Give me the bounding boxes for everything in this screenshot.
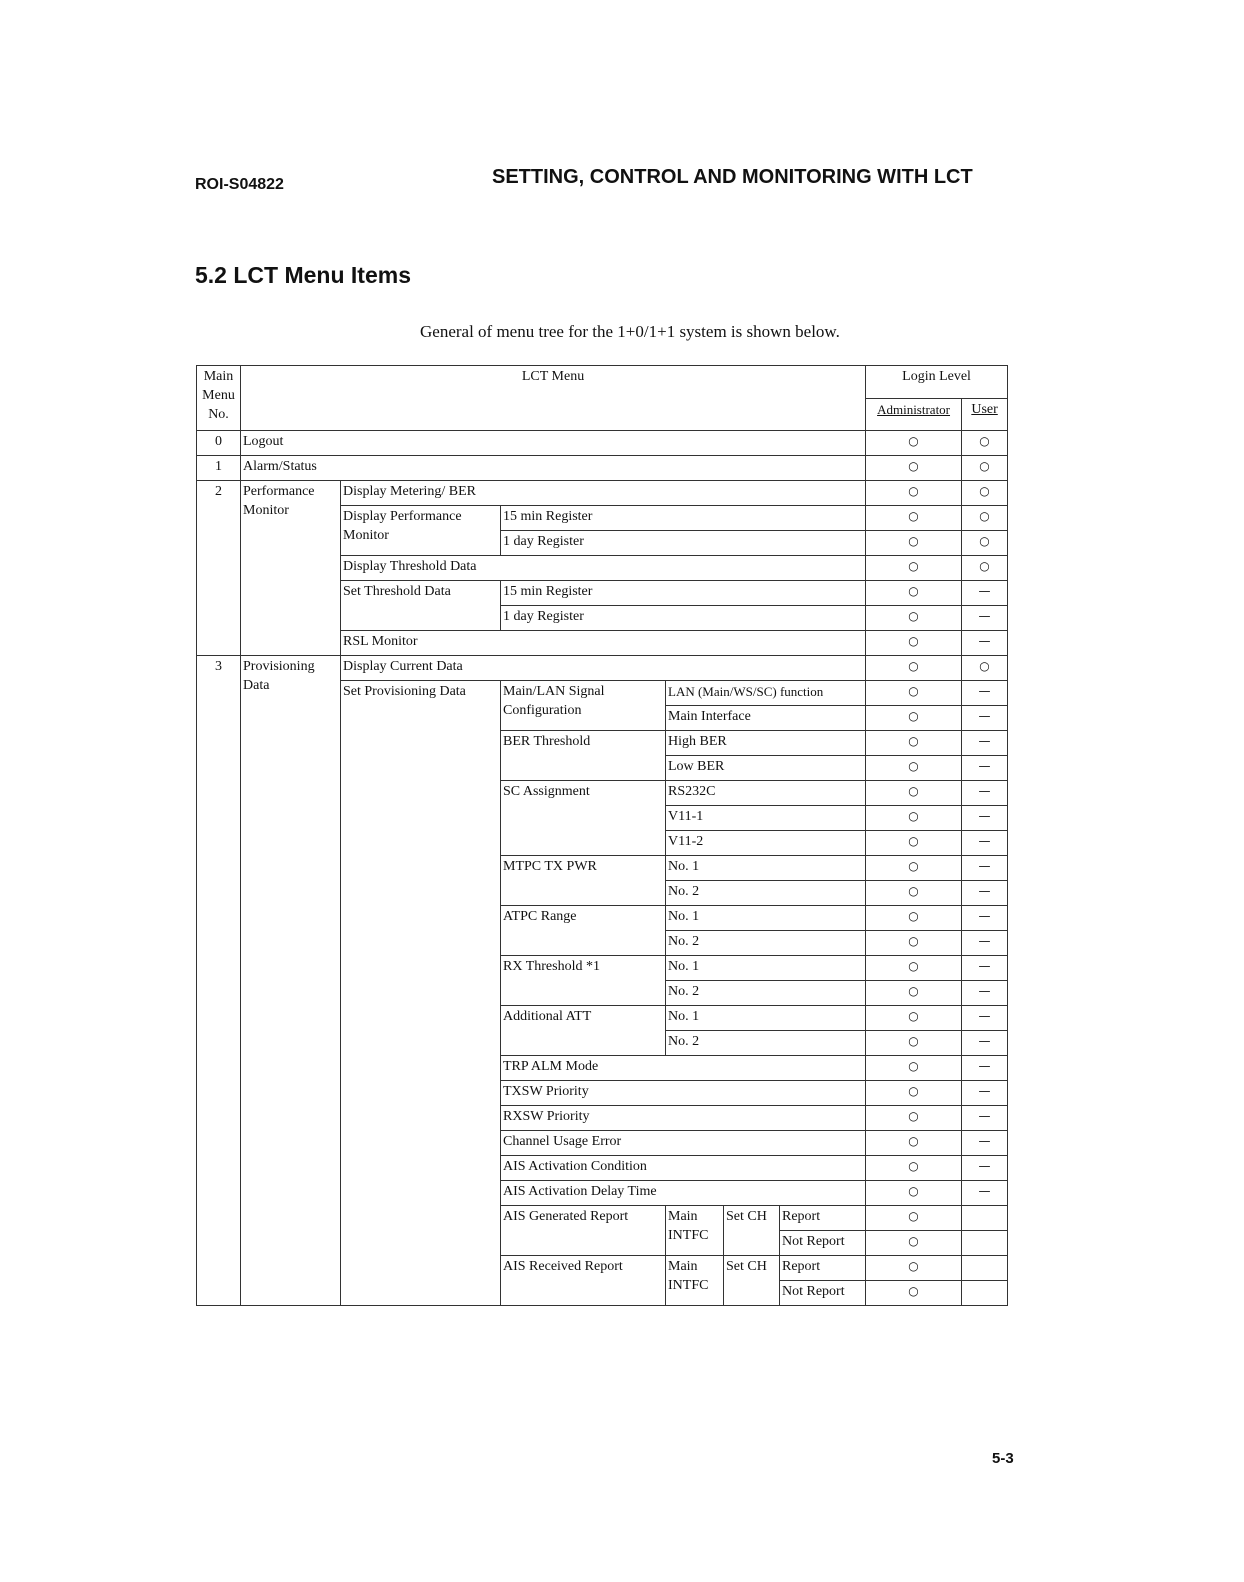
menu-item: Display Current Data xyxy=(341,656,866,681)
admin-allowed-mark: ○ xyxy=(866,1156,962,1181)
menu-item: Alarm/Status xyxy=(241,456,866,481)
admin-allowed-mark: ○ xyxy=(866,981,962,1006)
admin-allowed-mark: ○ xyxy=(866,806,962,831)
menu-item: Channel Usage Error xyxy=(501,1131,866,1156)
menu-item: Performance Monitor xyxy=(241,481,341,656)
menu-item: V11-2 xyxy=(666,831,866,856)
admin-allowed-mark: ○ xyxy=(866,731,962,756)
admin-allowed-mark: ○ xyxy=(866,1256,962,1281)
menu-item: Main INTFC xyxy=(666,1206,724,1256)
user-empty-cell xyxy=(962,1256,1008,1281)
admin-allowed-mark: ○ xyxy=(866,1206,962,1231)
header-user: User xyxy=(971,401,998,417)
menu-item: Set CH xyxy=(724,1256,780,1306)
admin-allowed-mark: ○ xyxy=(866,756,962,781)
admin-allowed-mark: ○ xyxy=(866,831,962,856)
menu-item: No. 2 xyxy=(666,931,866,956)
user-denied-mark: — xyxy=(962,706,1008,731)
menu-item: No. 2 xyxy=(666,881,866,906)
menu-number: 1 xyxy=(197,456,241,481)
menu-item: Main Interface xyxy=(666,706,866,731)
admin-allowed-mark: ○ xyxy=(866,556,962,581)
table-row xyxy=(197,456,1008,481)
menu-item: No. 1 xyxy=(666,856,866,881)
header-login-level: Login Level xyxy=(866,366,1008,399)
user-denied-mark: — xyxy=(962,606,1008,631)
menu-item: RSL Monitor xyxy=(341,631,866,656)
menu-item: AIS Activation Condition xyxy=(501,1156,866,1181)
admin-allowed-mark: ○ xyxy=(866,481,962,506)
admin-allowed-mark: ○ xyxy=(866,1031,962,1056)
admin-allowed-mark: ○ xyxy=(866,606,962,631)
user-denied-mark: — xyxy=(962,1106,1008,1131)
admin-allowed-mark: ○ xyxy=(866,1231,962,1256)
intro-text: General of menu tree for the 1+0/1+1 system is shown below. xyxy=(420,322,840,341)
user-denied-mark: — xyxy=(962,906,1008,931)
admin-allowed-mark: ○ xyxy=(866,531,962,556)
menu-item: No. 1 xyxy=(666,906,866,931)
menu-item: 1 day Register xyxy=(501,606,866,631)
user-denied-mark: — xyxy=(962,1081,1008,1106)
menu-item: Report xyxy=(780,1206,866,1231)
menu-item: Logout xyxy=(241,431,866,456)
admin-allowed-mark: ○ xyxy=(866,956,962,981)
user-denied-mark: — xyxy=(962,1131,1008,1156)
menu-item: TRP ALM Mode xyxy=(501,1056,866,1081)
user-allowed-mark: ○ xyxy=(962,431,1008,456)
user-denied-mark: — xyxy=(962,831,1008,856)
document-id: ROI-S04822 xyxy=(195,176,284,193)
admin-allowed-mark: ○ xyxy=(866,1181,962,1206)
menu-number: 0 xyxy=(197,431,241,456)
admin-allowed-mark: ○ xyxy=(866,581,962,606)
menu-number: 3 xyxy=(197,656,241,1306)
admin-allowed-mark: ○ xyxy=(866,906,962,931)
user-empty-cell xyxy=(962,1231,1008,1256)
user-allowed-mark: ○ xyxy=(962,456,1008,481)
user-denied-mark: — xyxy=(962,1156,1008,1181)
menu-item: ATPC Range xyxy=(501,906,666,956)
admin-allowed-mark: ○ xyxy=(866,1281,962,1306)
menu-item: Set Threshold Data xyxy=(341,581,501,631)
table-row xyxy=(197,656,1008,681)
header-main-menu-no: Main Menu No. xyxy=(197,366,241,431)
menu-item: Set CH xyxy=(724,1206,780,1256)
menu-item: Display Threshold Data xyxy=(341,556,866,581)
menu-item: Not Report xyxy=(780,1281,866,1306)
user-denied-mark: — xyxy=(962,681,1008,706)
menu-item: 15 min Register xyxy=(501,581,866,606)
user-allowed-mark: ○ xyxy=(962,506,1008,531)
user-denied-mark: — xyxy=(962,756,1008,781)
table-row xyxy=(197,481,1008,506)
user-denied-mark: — xyxy=(962,981,1008,1006)
admin-allowed-mark: ○ xyxy=(866,456,962,481)
user-allowed-mark: ○ xyxy=(962,481,1008,506)
admin-allowed-mark: ○ xyxy=(866,631,962,656)
user-allowed-mark: ○ xyxy=(962,656,1008,681)
page-number: 5-3 xyxy=(992,1450,1014,1467)
menu-item: MTPC TX PWR xyxy=(501,856,666,906)
user-allowed-mark: ○ xyxy=(962,556,1008,581)
header-lct-menu: LCT Menu xyxy=(241,366,866,431)
user-denied-mark: — xyxy=(962,781,1008,806)
user-denied-mark: — xyxy=(962,956,1008,981)
menu-number: 2 xyxy=(197,481,241,656)
admin-allowed-mark: ○ xyxy=(866,506,962,531)
user-allowed-mark: ○ xyxy=(962,531,1008,556)
user-empty-cell xyxy=(962,1206,1008,1231)
admin-allowed-mark: ○ xyxy=(866,706,962,731)
menu-item: 1 day Register xyxy=(501,531,866,556)
menu-item: Not Report xyxy=(780,1231,866,1256)
menu-item: Additional ATT xyxy=(501,1006,666,1056)
menu-item: LAN (Main/WS/SC) function xyxy=(666,681,866,706)
user-denied-mark: — xyxy=(962,1181,1008,1206)
menu-item: SC Assignment xyxy=(501,781,666,856)
user-denied-mark: — xyxy=(962,631,1008,656)
admin-allowed-mark: ○ xyxy=(866,856,962,881)
menu-item: RS232C xyxy=(666,781,866,806)
user-denied-mark: — xyxy=(962,581,1008,606)
menu-item: Low BER xyxy=(666,756,866,781)
menu-item: Display Metering/ BER xyxy=(341,481,866,506)
user-denied-mark: — xyxy=(962,881,1008,906)
menu-item: RX Threshold *1 xyxy=(501,956,666,1006)
menu-item: V11-1 xyxy=(666,806,866,831)
admin-allowed-mark: ○ xyxy=(866,656,962,681)
user-denied-mark: — xyxy=(962,1056,1008,1081)
menu-item: No. 1 xyxy=(666,1006,866,1031)
admin-allowed-mark: ○ xyxy=(866,681,962,706)
menu-item: 15 min Register xyxy=(501,506,866,531)
menu-item: Provisioning Data xyxy=(241,656,341,1306)
menu-item: AIS Received Report xyxy=(501,1256,666,1306)
section-title: 5.2 LCT Menu Items xyxy=(195,262,411,288)
admin-allowed-mark: ○ xyxy=(866,1131,962,1156)
user-denied-mark: — xyxy=(962,931,1008,956)
menu-item: AIS Generated Report xyxy=(501,1206,666,1256)
user-denied-mark: — xyxy=(962,1006,1008,1031)
admin-allowed-mark: ○ xyxy=(866,781,962,806)
menu-item: No. 2 xyxy=(666,981,866,1006)
admin-allowed-mark: ○ xyxy=(866,1056,962,1081)
menu-item: BER Threshold xyxy=(501,731,666,781)
user-denied-mark: — xyxy=(962,1031,1008,1056)
admin-allowed-mark: ○ xyxy=(866,1006,962,1031)
admin-allowed-mark: ○ xyxy=(866,931,962,956)
admin-allowed-mark: ○ xyxy=(866,1081,962,1106)
admin-allowed-mark: ○ xyxy=(866,431,962,456)
user-denied-mark: — xyxy=(962,856,1008,881)
user-denied-mark: — xyxy=(962,806,1008,831)
header-administrator: Administrator xyxy=(877,401,951,417)
user-denied-mark: — xyxy=(962,731,1008,756)
lct-menu-table xyxy=(196,365,1008,1306)
document-title: SETTING, CONTROL AND MONITORING WITH LCT xyxy=(492,166,973,188)
menu-item: Main/LAN Signal Configuration xyxy=(501,681,666,731)
menu-item: Main INTFC xyxy=(666,1256,724,1306)
menu-item: RXSW Priority xyxy=(501,1106,866,1131)
admin-allowed-mark: ○ xyxy=(866,881,962,906)
menu-item: Report xyxy=(780,1256,866,1281)
user-empty-cell xyxy=(962,1281,1008,1306)
table-header-row xyxy=(197,366,1008,399)
menu-item: Display Performance Monitor xyxy=(341,506,501,556)
table-row xyxy=(197,431,1008,456)
menu-item: Set Provisioning Data xyxy=(341,681,501,1306)
menu-item: High BER xyxy=(666,731,866,756)
menu-item: AIS Activation Delay Time xyxy=(501,1181,866,1206)
menu-item: No. 1 xyxy=(666,956,866,981)
menu-item: No. 2 xyxy=(666,1031,866,1056)
menu-item: TXSW Priority xyxy=(501,1081,866,1106)
admin-allowed-mark: ○ xyxy=(866,1106,962,1131)
